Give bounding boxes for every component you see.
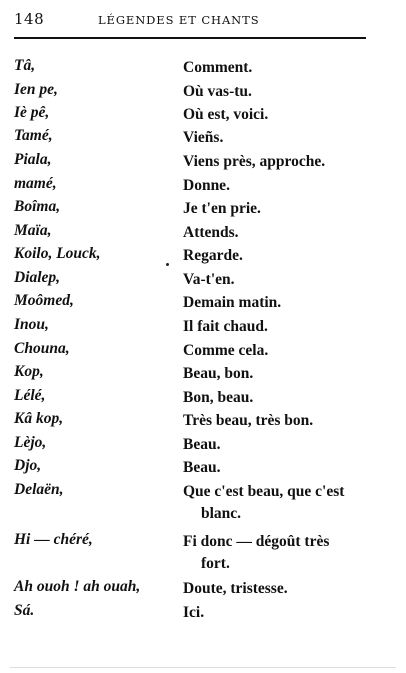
glossary-entry (0, 316, 406, 340)
entry-term: Djo, (14, 457, 42, 474)
entry-term: Piala, (14, 151, 52, 168)
entry-term: Lélé, (14, 387, 46, 404)
glossary-entry (0, 292, 406, 316)
entry-term: Moômed, (14, 292, 74, 309)
entry-term: Koilo, Louck, (14, 245, 101, 262)
entry-term: Ien pe, (14, 81, 58, 98)
entry-definition: Bon, beau. (183, 389, 254, 406)
entry-term: Chouna, (14, 340, 70, 357)
entry-definition: Regarde. (183, 247, 243, 264)
glossary-entry (0, 175, 406, 199)
running-title: LÉGENDES ET CHANTS (98, 13, 260, 27)
entry-term: Dialep, (14, 269, 61, 286)
entry-term: Kop, (14, 363, 44, 380)
glossary-entry (0, 104, 406, 128)
entry-term: Ah ouoh ! ah ouah, (14, 578, 141, 595)
entry-term: Boîma, (14, 198, 61, 215)
entry-definition: Très beau, très bon. (183, 412, 314, 429)
glossary-entry (0, 578, 406, 602)
glossary-entry (0, 434, 406, 458)
glossary-entry (0, 127, 406, 151)
glossary-entry (0, 602, 406, 626)
entry-term: Tâ, (14, 57, 36, 74)
glossary-entry (0, 198, 406, 222)
entry-term: Lèjo, (14, 434, 47, 451)
glossary-entry (0, 81, 406, 105)
entry-definition: Va-t'en. (183, 271, 235, 288)
entry-definition: Où vas-tu. (183, 83, 252, 100)
entry-definition-wrapped (183, 531, 369, 575)
entry-term: Hi — chéré, (14, 531, 93, 548)
entry-term: Delaën, (14, 481, 64, 498)
glossary-entry (0, 531, 406, 579)
entry-definition-continuation: fort. (201, 555, 230, 572)
entry-definition: Demain matin. (183, 294, 282, 311)
entry-term: Kâ kop, (14, 410, 64, 427)
header-rule (14, 37, 366, 39)
entry-definition: Vieñs. (183, 129, 224, 146)
entry-definition-wrapped (183, 481, 369, 525)
entry-term: mamé, (14, 175, 57, 192)
glossary-entry (0, 245, 406, 269)
entry-term: Inou, (14, 316, 49, 333)
entry-definition: Comme cela. (183, 342, 269, 359)
glossary-entry (0, 269, 406, 293)
entry-definition: Viens près, approche. (183, 153, 326, 170)
entry-definition: Où est, voici. (183, 106, 269, 123)
entry-definition: Que c'est beau, que c'est (183, 483, 345, 500)
glossary-entry (0, 457, 406, 481)
glossary-entry (0, 387, 406, 411)
entry-term: Iè pê, (14, 104, 50, 121)
page-header (14, 10, 366, 32)
entry-term: Sá. (14, 602, 35, 619)
glossary-entry (0, 222, 406, 246)
glossary-entry (0, 410, 406, 434)
entry-definition: Donne. (183, 177, 230, 194)
entry-definition: Beau. (183, 459, 221, 476)
entry-definition: Comment. (183, 59, 253, 76)
glossary-entry (0, 363, 406, 387)
entry-definition: Fi donc — dégoût très (183, 533, 330, 550)
entry-definition: Ici. (183, 604, 205, 621)
entry-definition-continuation: blanc. (201, 505, 242, 522)
glossary-entry (0, 151, 406, 175)
glossary-entry (0, 481, 406, 529)
ink-speck (166, 263, 169, 266)
entry-definition: Beau. (183, 436, 221, 453)
entry-definition: Beau, bon. (183, 365, 254, 382)
entry-definition: Je t'en prie. (183, 200, 261, 217)
glossary-entry (0, 57, 406, 81)
page-bottom-edge (10, 667, 396, 668)
entry-definition: Doute, tristesse. (183, 580, 288, 597)
entry-definition: Attends. (183, 224, 239, 241)
entry-definition: Il fait chaud. (183, 318, 268, 335)
page-number: 148 (14, 10, 45, 28)
entry-term: Tamé, (14, 127, 53, 144)
glossary-entry (0, 340, 406, 364)
entry-term: Maïa, (14, 222, 52, 239)
